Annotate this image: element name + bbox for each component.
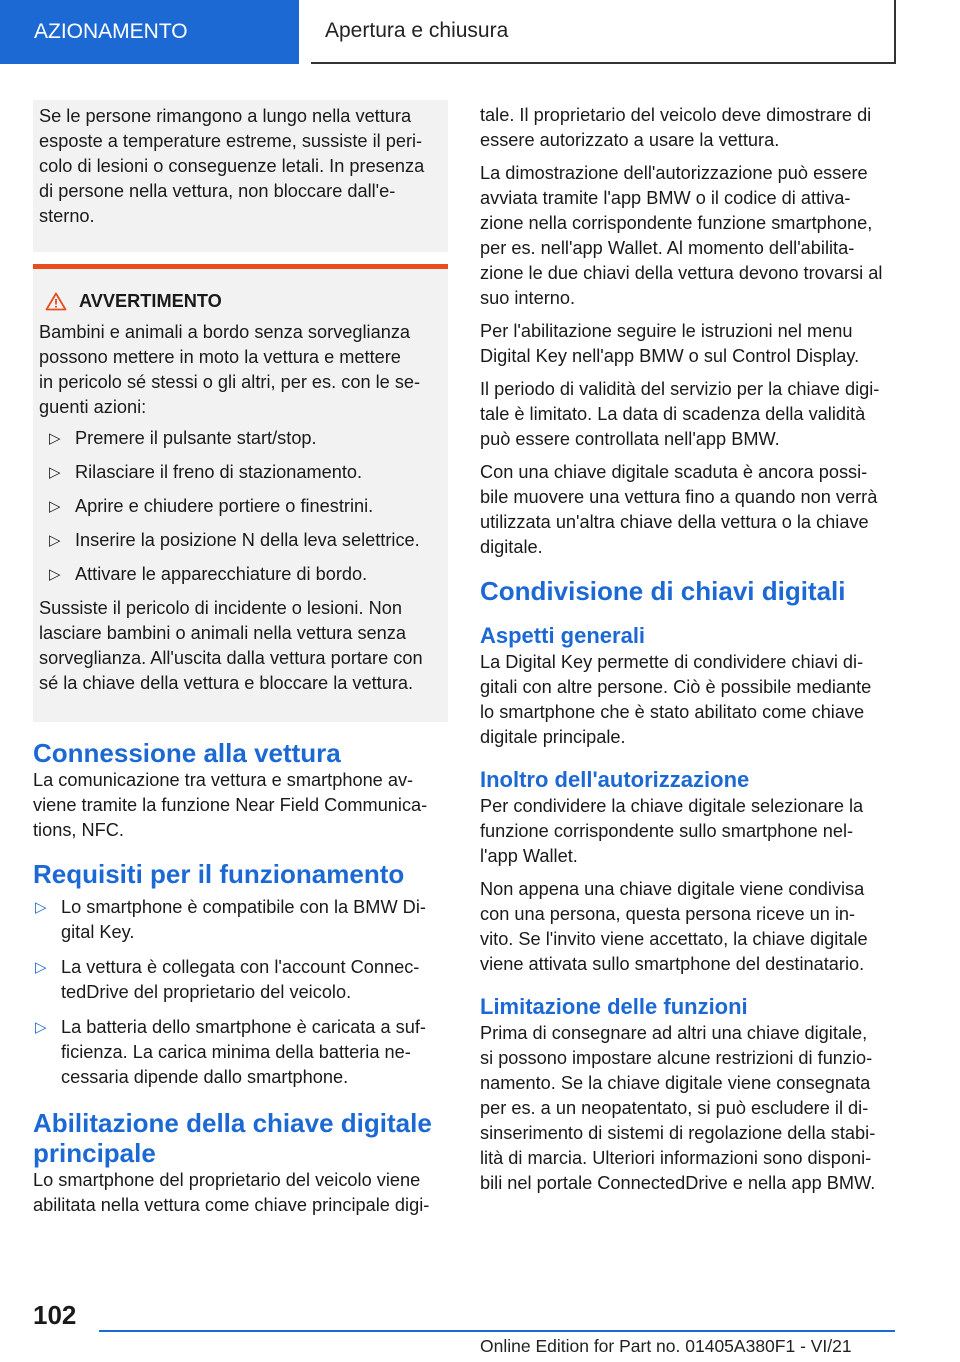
heading-requirements: Requisiti per il funzionamento: [33, 859, 405, 889]
right-column: [480, 103, 898, 1196]
body-line: La dimostrazione dell'autorizzazione può essere: [480, 163, 868, 183]
list-item-text: Lo smartphone è compatibile con la BMW Di-: [61, 897, 426, 917]
warning-text: Bambini e animali a bordo senza sorveglianza: [39, 322, 411, 342]
list-item: [39, 460, 442, 485]
heading-general: Aspetti generali: [480, 623, 646, 648]
chapter-title: Apertura e chiusura: [325, 19, 509, 42]
triangle-bullet-icon: ▷: [49, 498, 61, 515]
list-item-text: La vettura è collegata con l'account Connec-: [61, 957, 420, 977]
heading-limits: Limitazione delle funzioni: [480, 994, 748, 1019]
body-line: suo interno.: [480, 288, 576, 308]
body-line: digitale principale.: [480, 727, 626, 747]
body-line: digitale.: [480, 537, 543, 557]
warning-text: lasciare bambini o animali nella vettura senza: [39, 623, 406, 643]
footer-edition: Online Edition for Part no. 01405A380F1 - VI/21: [480, 1336, 852, 1356]
body-line: Il periodo di validità del servizio per la chiave digi-: [480, 379, 880, 399]
requirements-list: [33, 895, 448, 1090]
note-line: di persone nella vettura, non bloccare dall'e-: [39, 181, 396, 201]
warning-text: sorveglianza. All'uscita dalla vettura portare con: [39, 648, 423, 668]
list-item-text: La batteria dello smartphone è caricata a suf-: [61, 1017, 426, 1037]
body-line: La Digital Key permette di condividere chiavi di-: [480, 652, 864, 672]
body-line: sinserimento di sistemi di regolazione della stabi-: [480, 1123, 876, 1143]
note-line: Se le persone rimangono a lungo nella vettura: [39, 106, 412, 126]
list-item-text: gital Key.: [61, 922, 135, 942]
list-item-text: ficienza. La carica minima della batteria ne-: [61, 1042, 411, 1062]
body-line: funzione corrispondente sullo smartphone nel-: [480, 821, 854, 841]
heading-enable: [33, 1108, 448, 1168]
triangle-bullet-icon: ▷: [49, 566, 61, 583]
left-column: [33, 100, 448, 1218]
list-item-text: Rilasciare il freno di stazionamento.: [75, 462, 363, 482]
note-line: colo di lesioni o conseguenze letali. In presenza: [39, 156, 425, 176]
body-line: Lo smartphone del proprietario del veicolo viene: [33, 1170, 421, 1190]
list-item-text: Inserire la posizione N della leva selettrice.: [75, 530, 420, 550]
body-line: tions, NFC.: [33, 820, 124, 840]
triangle-bullet-icon: ▷: [49, 430, 61, 447]
body-line: può essere controllata nell'app BMW.: [480, 429, 780, 449]
footer-divider: [99, 1330, 895, 1332]
list-item-text: Premere il pulsante start/stop.: [75, 428, 317, 448]
body-line: bili nel portale ConnectedDrive e nella app BMW.: [480, 1173, 876, 1193]
heading-connection: Connessione alla vettura: [33, 738, 341, 768]
warning-label: AVVERTIMENTO: [79, 291, 222, 311]
note-box: [33, 100, 448, 252]
body-line: lo smartphone che è stato abilitato come chiave: [480, 702, 865, 722]
triangle-bullet-icon: ▷: [35, 1019, 47, 1036]
warning-box: [33, 264, 448, 722]
warning-list: [39, 426, 442, 587]
body-line: lità di marcia. Ulteriori informazioni sono disponi-: [480, 1148, 872, 1168]
warning-text: sé la chiave della vettura e bloccare la vettura.: [39, 673, 414, 693]
body-line: namento. Se la chiave digitale viene consegnata: [480, 1073, 871, 1093]
list-item: [33, 1015, 448, 1090]
body-line: tale. Il proprietario del veicolo deve dimostrare di: [480, 105, 872, 125]
header-chapter-tab: [311, 0, 896, 64]
body-line: Prima di consegnare ad altri una chiave digitale,: [480, 1023, 868, 1043]
list-item: [39, 528, 442, 553]
note-line: sterno.: [39, 206, 95, 226]
body-line: La comunicazione tra vettura e smartphone av-: [33, 770, 414, 790]
triangle-bullet-icon: ▷: [49, 464, 61, 481]
heading-forward: Inoltro dell'autorizzazione: [480, 767, 750, 792]
body-line: zione le due chiavi della vettura devono trovarsi al: [480, 263, 883, 283]
triangle-bullet-icon: ▷: [35, 959, 47, 976]
body-line: viene attivata sullo smartphone del destinatario.: [480, 954, 865, 974]
body-line: si possono impostare alcune restrizioni di funzio-: [480, 1048, 873, 1068]
list-item: [39, 426, 442, 451]
body-line: Digital Key nell'app BMW o sul Control Display.: [480, 346, 860, 366]
warning-text: guenti azioni:: [39, 397, 147, 417]
triangle-bullet-icon: ▷: [35, 899, 47, 916]
list-item-text: Attivare le apparecchiature di bordo.: [75, 564, 368, 584]
heading-line: principale: [33, 1138, 156, 1168]
body-line: per es. a un neopatentato, si può escludere il di-: [480, 1098, 869, 1118]
body-line: per es. nell'app Wallet. Al momento dell'abilita-: [480, 238, 855, 258]
body-line: essere autorizzato a usare la vettura.: [480, 130, 780, 150]
warning-triangle-icon: [45, 292, 67, 311]
body-line: Non appena una chiave digitale viene condivisa: [480, 879, 865, 899]
body-line: viene tramite la funzione Near Field Communica-: [33, 795, 428, 815]
warning-text: in pericolo sé stessi o gli altri, per es. con le se-: [39, 372, 421, 392]
body-line: Con una chiave digitale scaduta è ancora possi-: [480, 462, 868, 482]
list-item: [39, 494, 442, 519]
warning-text: possono mettere in moto la vettura e mettere: [39, 347, 401, 367]
body-line: avviata tramite l'app BMW o il codice di attiva-: [480, 188, 851, 208]
list-item: [39, 562, 442, 587]
heading-sharing: Condivisione di chiavi digitali: [480, 576, 846, 606]
list-item-text: tedDrive del proprietario del veicolo.: [61, 982, 352, 1002]
header-section-tab: [0, 0, 299, 64]
body-line: zione nella corrispondente funzione smartphone,: [480, 213, 873, 233]
body-line: bile muovere una vettura fino a quando non verrà: [480, 487, 878, 507]
body-line: vito. Se l'invito viene accettato, la chiave digitale: [480, 929, 868, 949]
body-line: Per condividere la chiave digitale selezionare la: [480, 796, 864, 816]
heading-line: Abilitazione della chiave digitale: [33, 1108, 432, 1138]
list-item: [33, 895, 448, 945]
triangle-bullet-icon: ▷: [49, 532, 61, 549]
page-number: 102: [33, 1300, 77, 1330]
warning-text: Sussiste il pericolo di incidente o lesioni. Non: [39, 598, 402, 618]
warning-title: [45, 289, 442, 314]
list-item: [33, 955, 448, 1005]
body-line: Per l'abilitazione seguire le istruzioni nel menu: [480, 321, 853, 341]
body-line: abilitata nella vettura come chiave principale digi-: [33, 1195, 430, 1215]
list-item-text: Aprire e chiudere portiere o finestrini.: [75, 496, 374, 516]
body-line: utilizzata un'altra chiave della vettura o la chiave: [480, 512, 869, 532]
note-line: esposte a temperature estreme, sussiste il peri-: [39, 131, 423, 151]
list-item-text: cessaria dipende dallo smartphone.: [61, 1067, 349, 1087]
section-title: AZIONAMENTO: [34, 20, 188, 43]
body-line: con una persona, questa persona riceve un in-: [480, 904, 856, 924]
body-line: tale è limitato. La data di scadenza della validità: [480, 404, 866, 424]
body-line: l'app Wallet.: [480, 846, 578, 866]
body-line: gitali con altre persone. Ciò è possibile mediante: [480, 677, 872, 697]
